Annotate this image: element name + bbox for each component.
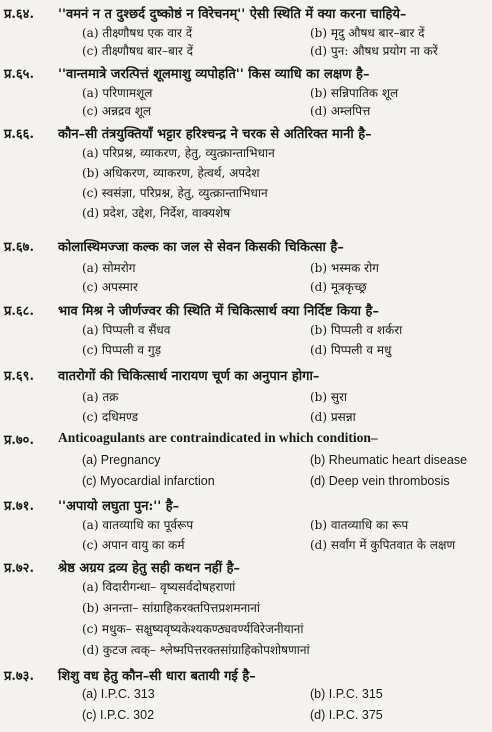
option-b: (b) वातव्याधि का रूप [310,518,409,532]
option-b: (b) अनन्ता– सांग्राहिकरक्तपित्तप्रशमनानां [82,601,261,615]
option-a: (a) विदारीगन्धा– वृष्यसर्वदोषहराणां [82,580,236,594]
option-d: (d) पिप्पली व मधु [310,343,392,357]
question-text: Anticoagulants are contraindicated in which condition– [58,430,378,445]
option-b: (b) I.P.C. 315 [310,687,383,701]
option-c: (c) Myocardial infarction [82,474,215,488]
question-number: प्र.७२. [4,561,34,576]
option-c: (c) तीक्ष्णौषध बार–बार दें [82,44,194,58]
question-number: प्र.७०. [4,433,34,448]
option-c: (c) अन्नद्रव शूल [82,104,152,118]
option-c: (c) पिप्पली व गुड़ [82,343,162,357]
question-number: प्र.६४. [4,7,34,22]
question-text: शिशु वध हेतु कौन–सी धारा बतायी गई है– [58,669,256,684]
option-a: (a) सोमरोग [82,261,136,275]
option-c: (c) I.P.C. 302 [82,708,155,722]
option-d: (d) कुटज त्वक्– श्लेष्मपित्तरक्तसांग्राहिकोपशोषणानां [82,643,310,657]
option-a: (a) पिप्पली व सैंधव [82,323,171,337]
question-number: प्र.६५. [4,67,34,82]
question-text: ''वमनं न त दुश्छर्द दुष्कोष्ठं न विरेचनम्'' ऐसी स्थिति में क्या करना चाहिये– [58,7,407,22]
option-d: (d) प्रदेश, उद्देश, निर्देश, वाक्यशेष [82,206,231,220]
question-number: प्र.६७. [4,240,34,255]
option-b: (b) Rheumatic heart disease [310,453,468,467]
option-d: (d) I.P.C. 375 [310,708,383,722]
option-c: (c) स्वसंज्ञा, परिप्रश्न, हेतु, व्युत्क्रान्ताभिधान [82,186,268,200]
option-c: (c) दधिमण्ड [82,410,139,424]
option-c: (c) अपस्मार [82,280,138,294]
option-d: (d) मूत्रकृच्छ्र [310,280,367,294]
option-d: (d) Deep vein thrombosis [310,474,450,488]
question-text: कोलास्थिमज्जा कल्क का जल से सेवन किसकी चिकित्सा है– [58,240,344,255]
option-b: (b) पिप्पली व शर्करा [310,323,403,337]
option-c: (c) मधुक– सक्षुष्यवृष्यकेश्यकण्ठ्यवर्ण्यविरेजनीयानां [82,622,304,636]
question-number: प्र.६९. [4,369,34,384]
option-a: (a) वातव्याधि का पूर्वरूप [82,518,194,532]
option-c: (c) अपान वायु का कर्म [82,538,185,552]
option-d: (d) पुन: औषध प्रयोग ना करें [310,44,438,58]
question-number: प्र.७१. [4,499,34,514]
option-a: (a) तक्र [82,390,119,404]
question-text: भाव मिश्र ने जीर्णज्वर की स्थिति में चिकित्सार्थ क्या निर्दिष्ट किया है– [58,304,379,319]
question-text: ''वान्तमात्रे जरत्पित्तं शूलमाशु व्यपोहति'' किस व्याधि का लक्षण है– [58,67,370,82]
question-number: प्र.६८. [4,304,34,319]
question-text: कौन–सी तंत्रयुक्तियाँ भट्टार हरिश्चन्द्र ने चरक से अतिरिक्त मानी है– [58,127,372,142]
option-b: (b) सुरा [310,390,347,404]
option-b: (b) मृदु औषध बार–बार दें [310,26,425,40]
option-a: (a) परिप्रश्न, व्याकरण, हेतु, व्युत्क्रान्ताभिधान [82,146,275,160]
option-a: (a) I.P.C. 313 [82,687,155,701]
question-number: प्र.७३. [4,669,34,684]
question-text: श्रेष्ठ अग्रय द्रव्य हेतु सही कथन नहीं है– [58,561,241,576]
question-number: प्र.६६. [4,127,34,142]
question-text: वातरोगों की चिकित्सार्थ नारायण चूर्ण का अनुपान होगा– [58,369,320,384]
option-a: (a) Pregnancy [82,453,161,467]
option-b: (b) सन्निपातिक शूल [310,86,399,100]
option-d: (d) सर्वांग में कुपितवात के लक्षण [310,538,456,552]
option-d: (d) अम्लपित्त [310,104,371,118]
option-b: (b) भस्मक रोग [310,261,379,275]
option-d: (d) प्रसन्ना [310,410,356,424]
question-text: ''अपायो लघुता पुन:'' है– [58,499,180,514]
option-a: (a) तीक्ष्णौषध एक वार दें [82,26,193,40]
option-a: (a) परिणामशूल [82,86,153,100]
option-b: (b) अधिकरण, व्याकरण, हेत्वर्थ, अपदेश [82,166,260,180]
